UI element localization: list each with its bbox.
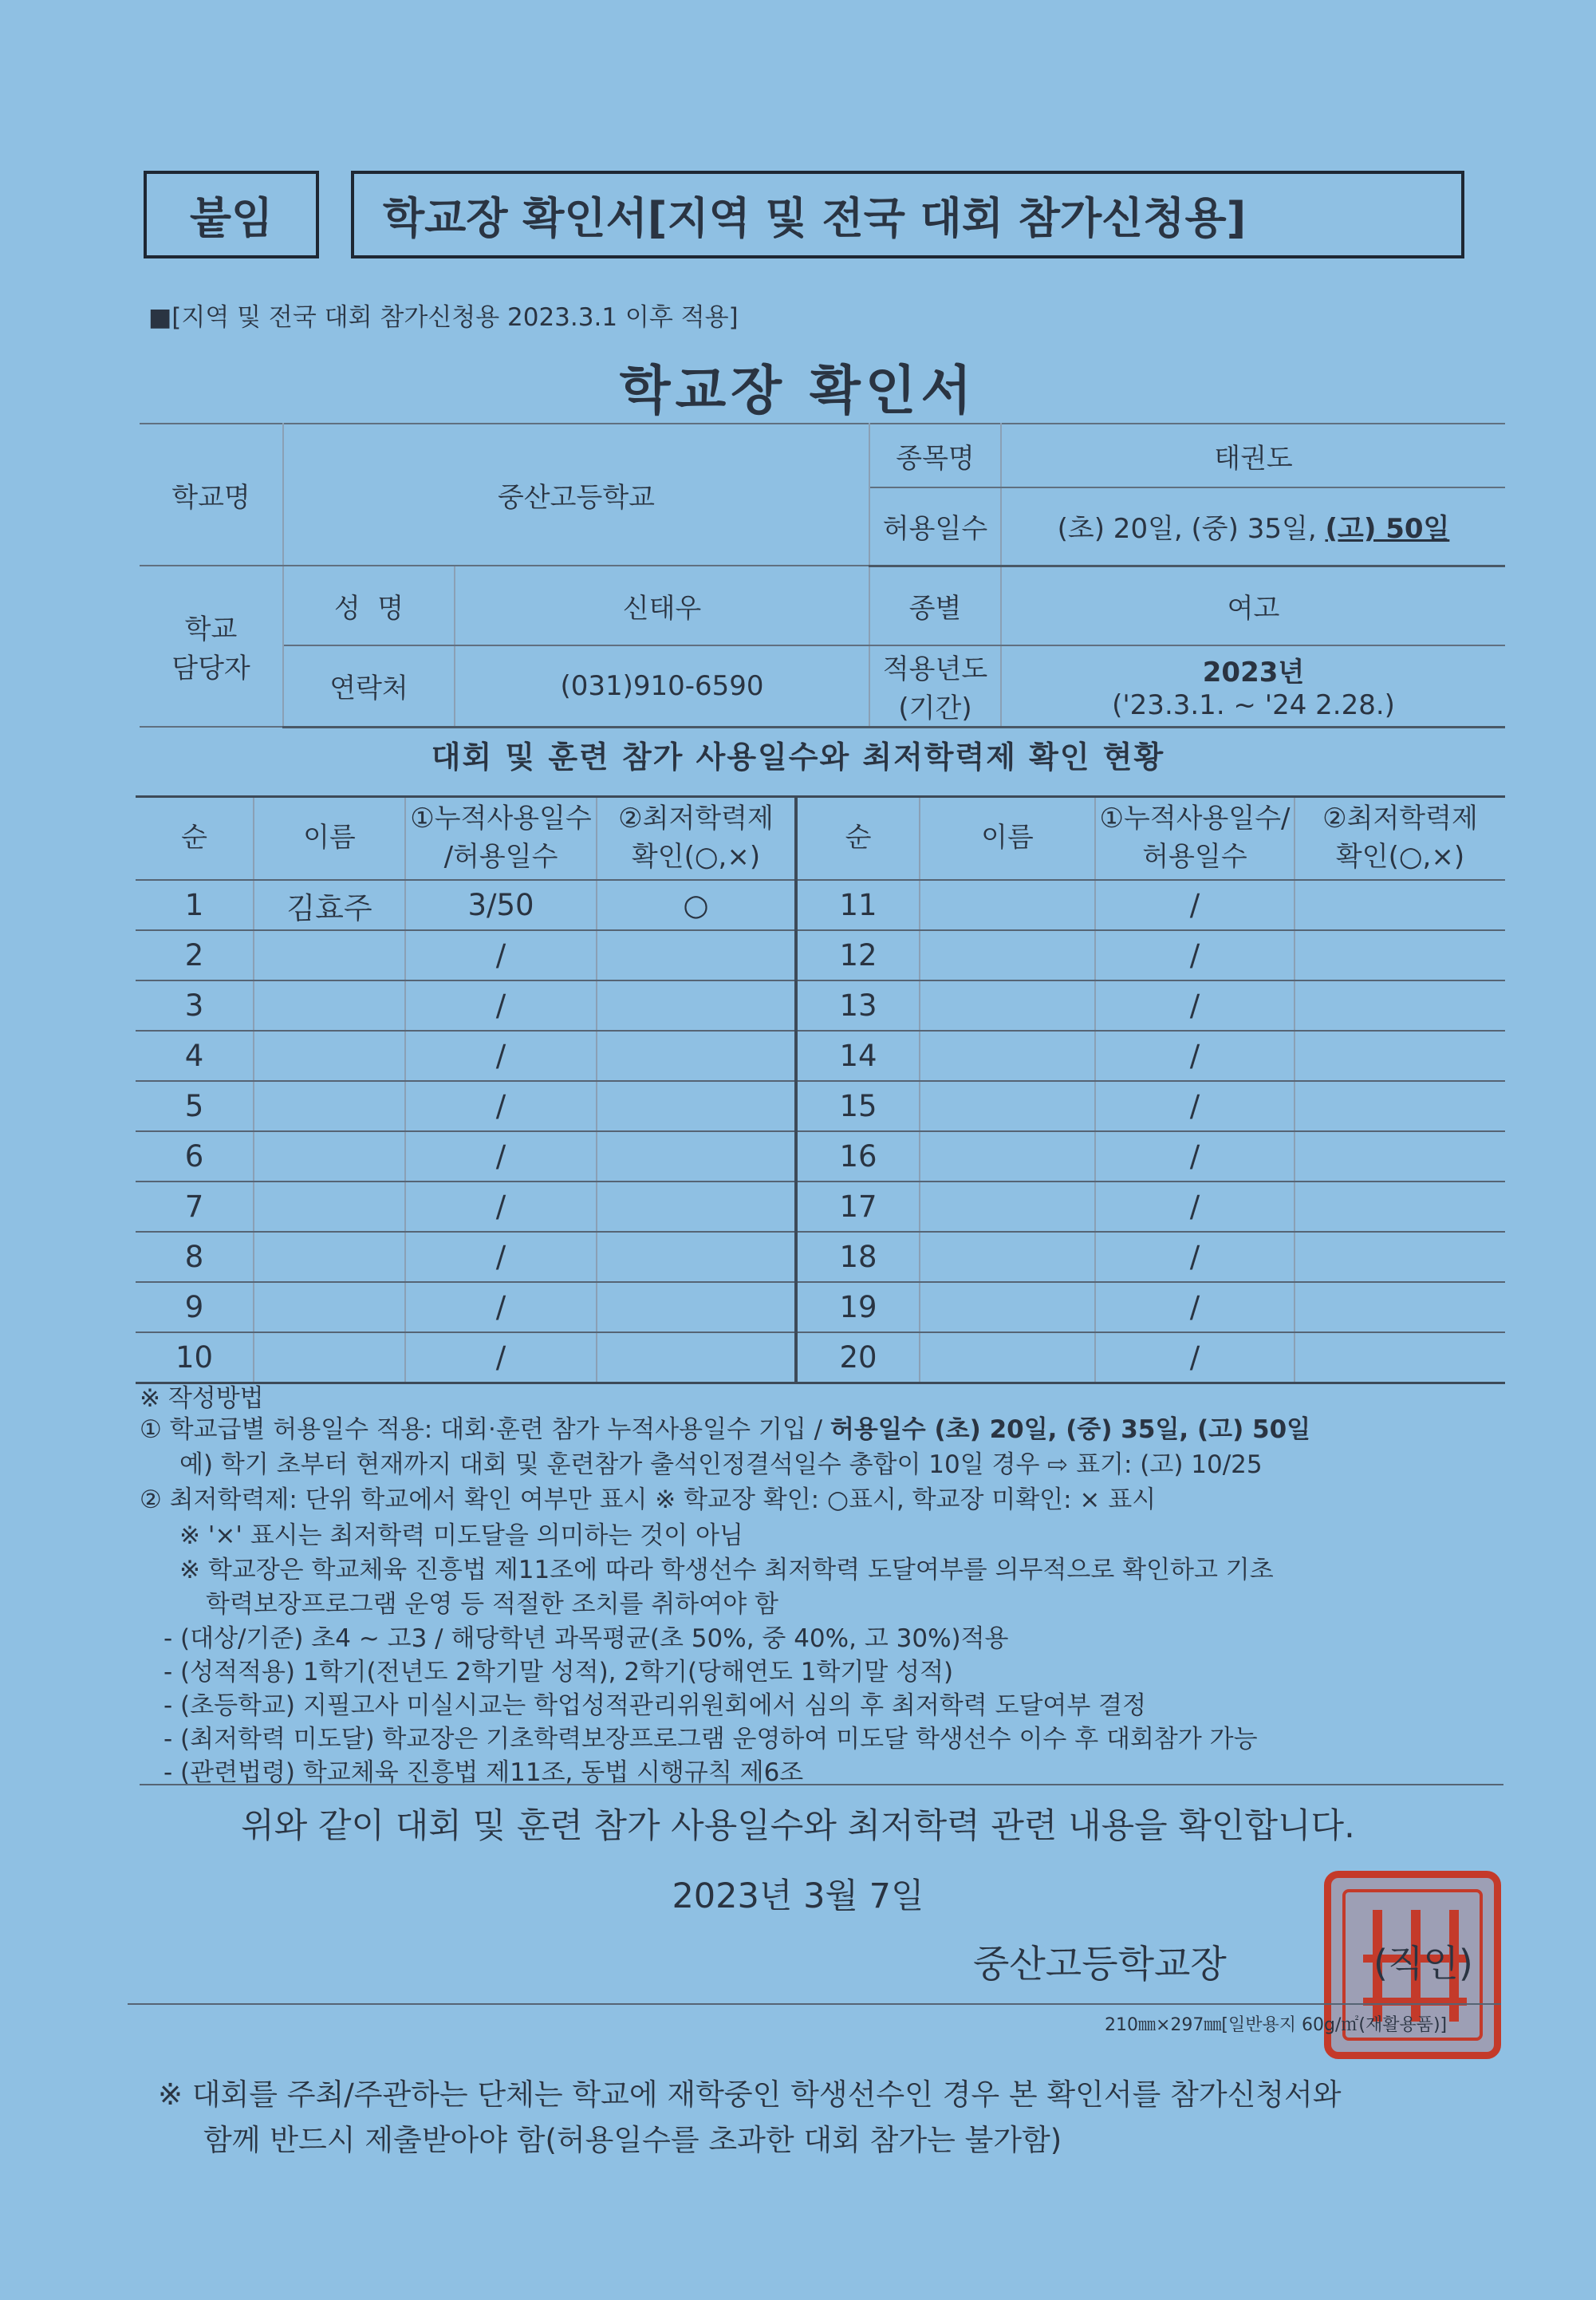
row-check-left — [597, 930, 796, 980]
col-days-right-2: 허용일수 — [1142, 841, 1247, 873]
detail-3: - (초등학교) 지필고사 미실시교는 학업성적관리위원회에서 심의 후 최저학력 도달여부 결정 — [164, 1691, 1147, 1720]
period: ('23.3.1. ~ '24 2.28.) — [1112, 689, 1395, 722]
col-days-left — [405, 797, 597, 881]
row-days-left: / — [405, 1232, 597, 1282]
manager-name: 신태우 — [455, 566, 869, 645]
year-value — [1001, 645, 1505, 727]
row-number-left: 7 — [136, 1182, 254, 1232]
row-number-right: 16 — [796, 1131, 920, 1182]
row-check-left — [597, 1332, 796, 1383]
col-check-left-1: ②최저학력제 — [618, 803, 774, 835]
table-row — [136, 1332, 1505, 1383]
detail-4: - (최저학력 미도달) 학교장은 기초학력보장프로그램 운영하여 미도달 학생선수 이수 후 대회참가 가능 — [164, 1725, 1258, 1754]
row-number-right: 19 — [796, 1282, 920, 1332]
row-number-right: 17 — [796, 1182, 920, 1232]
row-number-left: 10 — [136, 1332, 254, 1383]
col-days-right-1: ①누적사용일수/ — [1099, 803, 1291, 835]
sub-note: ■[지역 및 전국 대회 참가신청용 2023.3.1 이후 적용] — [148, 303, 739, 332]
row-check-right — [1295, 880, 1505, 930]
allow-label: 허용일수 — [869, 487, 1001, 566]
row-name-left — [254, 1081, 405, 1131]
row-check-left — [597, 1182, 796, 1232]
table-row — [136, 980, 1505, 1031]
note-1-b: 허용일수 (초) 20일, (중) 35일, (고) 50일 — [830, 1415, 1311, 1444]
row-days-right: / — [1095, 1031, 1295, 1081]
row-name-right — [920, 930, 1095, 980]
seal-label: (직인) — [1373, 1942, 1473, 1985]
row-check-left — [597, 980, 796, 1031]
paper-note: 210㎜×297㎜[일반용지 60g/㎡(재활용품)] — [1105, 2015, 1448, 2035]
year-label-1: 적용년도 — [882, 653, 988, 685]
attachment-label: 붙임 — [144, 171, 319, 258]
table-row — [136, 930, 1505, 980]
row-days-left: / — [405, 930, 597, 980]
notes-divider — [140, 1784, 1503, 1785]
note-2-c: 학력보장프로그램 운영 등 적절한 조치를 취하여야 함 — [206, 1590, 778, 1619]
contact-value: (031)910-6590 — [455, 645, 869, 727]
col-no-left: 순 — [136, 797, 254, 881]
row-number-left: 3 — [136, 980, 254, 1031]
row-check-left: ○ — [597, 880, 796, 930]
row-number-right: 20 — [796, 1332, 920, 1383]
row-days-left: / — [405, 1182, 597, 1232]
row-name-right — [920, 880, 1095, 930]
row-check-right — [1295, 1081, 1505, 1131]
row-check-right — [1295, 1031, 1505, 1081]
col-check-right-2: 확인(○,×) — [1335, 841, 1465, 873]
type-value: 여고 — [1001, 566, 1505, 645]
row-number-left: 4 — [136, 1031, 254, 1081]
footer-line-1: ※ 대회를 주최/주관하는 단체는 학교에 재학중인 학생선수인 경우 본 확인서를 참가신청서와 — [158, 2077, 1342, 2112]
allow-value — [1001, 487, 1505, 566]
document-title: 학교장 확인서 — [619, 360, 977, 421]
row-name-right — [920, 1131, 1095, 1182]
row-name-right — [920, 1182, 1095, 1232]
row-name-right — [920, 1282, 1095, 1332]
row-check-right — [1295, 930, 1505, 980]
row-check-right — [1295, 1232, 1505, 1282]
row-name-left — [254, 1031, 405, 1081]
detail-2: - (성적적용) 1학기(전년도 2학기말 성적), 2학기(당해연도 1학기말 성적) — [164, 1658, 954, 1687]
issue-date: 2023년 3월 7일 — [672, 1876, 924, 1916]
row-days-right: / — [1095, 1332, 1295, 1383]
row-name-right — [920, 980, 1095, 1031]
row-check-left — [597, 1031, 796, 1081]
row-check-left — [597, 1232, 796, 1282]
row-days-left: / — [405, 1031, 597, 1081]
col-no-right: 순 — [796, 797, 920, 881]
event-value: 태권도 — [1001, 424, 1505, 487]
row-name-right — [920, 1031, 1095, 1081]
col-check-right — [1295, 797, 1505, 881]
note-1-example: 예) 학기 초부터 현재까지 대회 및 훈련참가 출석인정결석일수 총합이 10일 경우 ⇨ 표기: (고) 10/25 — [179, 1450, 1263, 1479]
name-label: 성 명 — [283, 566, 455, 645]
row-days-left: / — [405, 1131, 597, 1182]
row-number-left: 5 — [136, 1081, 254, 1131]
col-check-right-1: ②최저학력제 — [1322, 803, 1478, 835]
row-name-right — [920, 1081, 1095, 1131]
table-row — [136, 880, 1505, 930]
col-name-right: 이름 — [920, 797, 1095, 881]
row-name-left — [254, 1282, 405, 1332]
row-name-left — [254, 1131, 405, 1182]
row-name-left — [254, 1232, 405, 1282]
row-number-left: 2 — [136, 930, 254, 980]
row-number-right: 15 — [796, 1081, 920, 1131]
manager-label-2: 담당자 — [171, 653, 250, 684]
col-name-left: 이름 — [254, 797, 405, 881]
year: 2023년 — [1202, 657, 1305, 689]
table-row — [136, 1232, 1505, 1282]
col-days-left-1: ①누적사용일수 — [410, 803, 592, 835]
row-number-right: 18 — [796, 1232, 920, 1282]
school-label: 학교명 — [140, 424, 283, 566]
row-number-right: 12 — [796, 930, 920, 980]
allow-value-high: (고) 50일 — [1325, 513, 1450, 546]
row-days-left: / — [405, 980, 597, 1031]
row-days-right: / — [1095, 1182, 1295, 1232]
note-2: ② 최저학력제: 단위 학교에서 확인 여부만 표시 ※ 학교장 확인: ○표시, 학교장 미확인: × 표시 — [140, 1485, 1157, 1514]
row-check-right — [1295, 980, 1505, 1031]
principal-name: 중산고등학교장 — [973, 1943, 1227, 1986]
row-days-right: / — [1095, 980, 1295, 1031]
row-number-left: 1 — [136, 880, 254, 930]
table-row — [136, 1081, 1505, 1131]
col-days-right — [1095, 797, 1295, 881]
row-number-left: 9 — [136, 1282, 254, 1332]
section-title: 대회 및 훈련 참가 사용일수와 최저학력제 확인 현황 — [431, 740, 1165, 775]
row-number-left: 6 — [136, 1131, 254, 1182]
row-name-left — [254, 1182, 405, 1232]
row-days-right: / — [1095, 1131, 1295, 1182]
year-label-2: (기간) — [898, 692, 972, 724]
table-row — [136, 1182, 1505, 1232]
event-label: 종목명 — [869, 424, 1001, 487]
row-number-right: 13 — [796, 980, 920, 1031]
row-name-right — [920, 1232, 1095, 1282]
notes-heading: ※ 작성방법 — [140, 1384, 264, 1413]
bottom-divider — [128, 2003, 1501, 2005]
note-1-a: ① 학교급별 허용일수 적용: 대회·훈련 참가 누적사용일수 기입 / — [140, 1415, 830, 1444]
row-check-right — [1295, 1182, 1505, 1232]
row-name-left — [254, 980, 405, 1031]
table-row — [136, 1031, 1505, 1081]
year-label — [869, 645, 1001, 727]
note-2-b: ※ 학교장은 학교체육 진흥법 제11조에 따라 학생선수 최저학력 도달여부를 의무적으로 확인하고 기초 — [179, 1556, 1274, 1584]
row-days-right: / — [1095, 930, 1295, 980]
row-days-right: / — [1095, 1282, 1295, 1332]
school-name: 중산고등학교 — [283, 424, 869, 566]
row-name-left: 김효주 — [254, 880, 405, 930]
table-row — [136, 1282, 1505, 1332]
row-days-right: / — [1095, 880, 1295, 930]
contact-label: 연락처 — [283, 645, 455, 727]
row-number-right: 11 — [796, 880, 920, 930]
usage-table — [136, 795, 1505, 1384]
row-name-left — [254, 1332, 405, 1383]
row-check-left — [597, 1282, 796, 1332]
detail-1: - (대상/기준) 초4 ~ 고3 / 해당학년 과목평균(초 50%, 중 40%, 고 30%)적용 — [164, 1624, 1009, 1653]
allow-value-pre: (초) 20일, (중) 35일, — [1057, 513, 1326, 546]
type-label: 종별 — [869, 566, 1001, 645]
col-days-left-2: /허용일수 — [443, 841, 558, 873]
row-check-left — [597, 1131, 796, 1182]
table-row — [136, 1131, 1505, 1182]
row-days-right: / — [1095, 1232, 1295, 1282]
row-number-left: 8 — [136, 1232, 254, 1282]
footer-line-2: 함께 반드시 제출받아야 함(허용일수를 초과한 대회 참가는 불가함) — [203, 2123, 1062, 2157]
note-2-a: ※ '×' 표시는 최저학력 미도달을 의미하는 것이 아님 — [179, 1521, 743, 1550]
row-days-left: / — [405, 1081, 597, 1131]
main-title: 학교장 확인서[지역 및 전국 대회 참가신청용] — [351, 171, 1464, 258]
detail-5: - (관련법령) 학교체육 진흥법 제11조, 동법 시행규칙 제6조 — [164, 1758, 804, 1787]
row-check-right — [1295, 1282, 1505, 1332]
manager-label — [140, 566, 283, 727]
note-1 — [140, 1409, 1310, 1445]
row-number-right: 14 — [796, 1031, 920, 1081]
col-check-left-2: 확인(○,×) — [631, 841, 761, 873]
row-name-left — [254, 930, 405, 980]
row-days-left: / — [405, 1332, 597, 1383]
col-check-left — [597, 797, 796, 881]
manager-label-1: 학교 — [184, 613, 238, 645]
row-name-right — [920, 1332, 1095, 1383]
row-days-left: 3/50 — [405, 880, 597, 930]
row-check-right — [1295, 1131, 1505, 1182]
info-table — [140, 423, 1505, 728]
row-days-right: / — [1095, 1081, 1295, 1131]
confirm-statement: 위와 같이 대회 및 훈련 참가 사용일수와 최저학력 관련 내용을 확인합니다. — [241, 1806, 1355, 1846]
row-check-left — [597, 1081, 796, 1131]
row-days-left: / — [405, 1282, 597, 1332]
row-check-right — [1295, 1332, 1505, 1383]
